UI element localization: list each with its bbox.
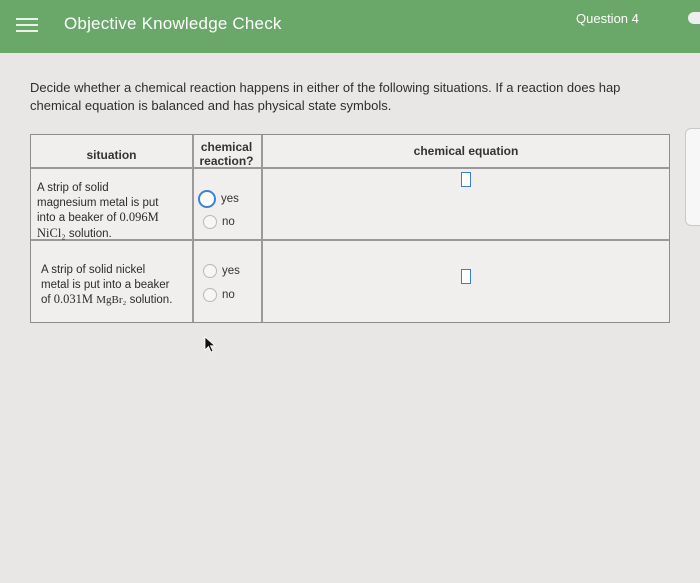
compound-2: MgBr₂ — [96, 294, 127, 306]
question-table — [30, 134, 670, 323]
situation-2-line-3-end: solution. — [126, 294, 173, 306]
header-chemical-equation: chemical equation — [413, 144, 519, 158]
radio-no-row-2[interactable] — [203, 288, 235, 302]
radio-circle-icon[interactable] — [203, 264, 217, 278]
instructions — [30, 79, 700, 115]
situation-1-line-4: solution. — [65, 227, 112, 240]
situation-1-line-1: A strip of solid — [37, 182, 109, 194]
question-label: Question 4 — [576, 11, 639, 26]
header-reaction-line-2: reaction? — [199, 154, 254, 168]
situation-1 — [37, 181, 159, 241]
radio-yes-row-1[interactable] — [198, 190, 239, 208]
radio-yes-row-2[interactable] — [203, 264, 240, 278]
concentration-2: 0.031M — [53, 292, 94, 306]
page-title: Objective Knowledge Check — [64, 14, 282, 33]
menu-icon[interactable] — [16, 18, 38, 32]
equation-input-1[interactable] — [461, 172, 471, 187]
radio-no-label: no — [222, 216, 235, 228]
situation-1-line-2: magnesium metal is put — [37, 196, 159, 209]
tool-panel[interactable] — [685, 128, 700, 226]
table-divider — [261, 135, 263, 322]
radio-circle-icon[interactable] — [203, 215, 217, 229]
radio-circle-icon[interactable] — [198, 190, 216, 208]
table-divider — [31, 167, 669, 169]
header-situation: situation — [86, 148, 137, 162]
equation-input-2[interactable] — [461, 269, 471, 284]
situation-2 — [41, 263, 172, 308]
radio-no-row-1[interactable] — [203, 215, 235, 229]
situation-2-line-1: A strip of solid nickel — [41, 264, 146, 276]
header-chemical-reaction — [192, 140, 261, 168]
question-progress-pill[interactable] — [688, 12, 700, 24]
top-bar — [0, 0, 700, 53]
instructions-line-2: chemical equation is balanced and has physical state symbols. — [30, 98, 392, 113]
radio-yes-label: yes — [222, 265, 240, 277]
header-reaction-line-1: chemical — [200, 140, 253, 154]
situation-2-line-3: of — [41, 294, 54, 306]
radio-circle-icon[interactable] — [203, 288, 217, 302]
compound-1: NiCl₂ — [37, 225, 66, 240]
situation-1-line-3: into a beaker of — [37, 212, 120, 224]
concentration-1: 0.096M — [119, 210, 159, 224]
situation-2-line-2: metal is put into a beaker — [41, 278, 170, 291]
radio-yes-label: yes — [221, 193, 239, 205]
radio-no-label: no — [222, 289, 235, 301]
instructions-line-1: Decide whether a chemical reaction happens in either of the following situations. If a reaction does hap — [30, 80, 621, 95]
mouse-cursor-icon — [204, 336, 218, 354]
